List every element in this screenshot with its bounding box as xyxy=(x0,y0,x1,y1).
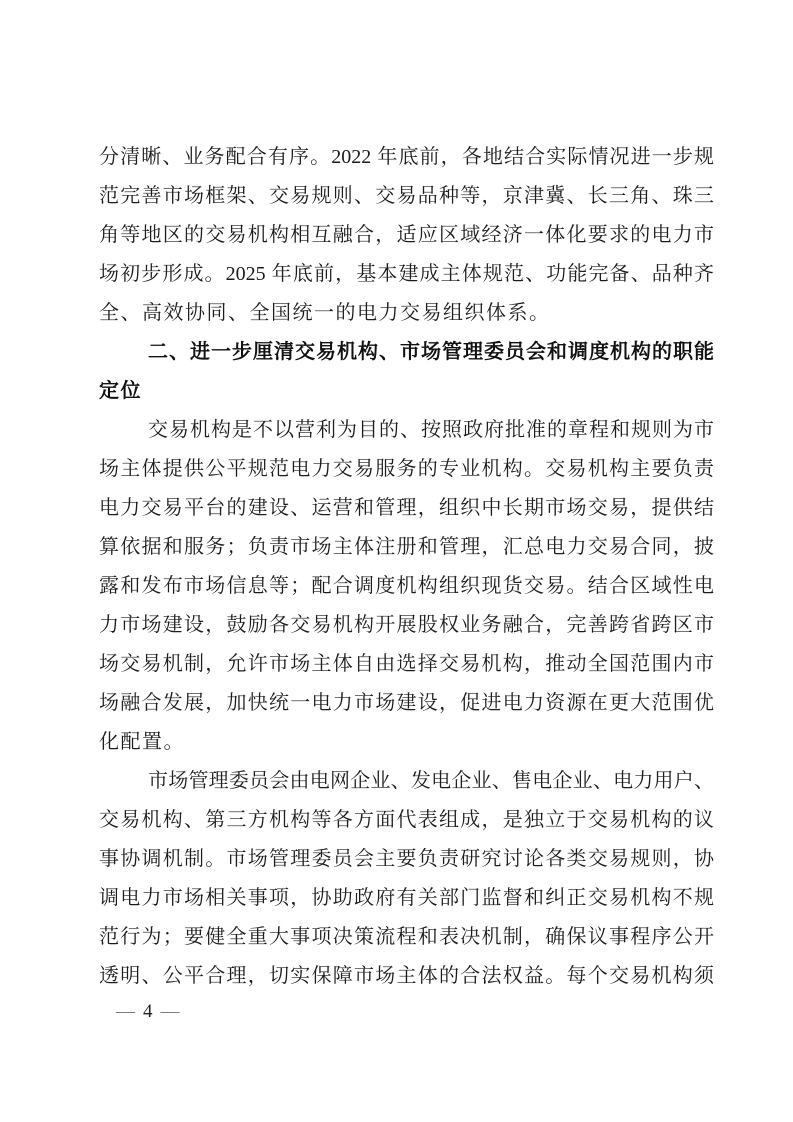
section-heading-line: 二、进一步厘清交易机构、市场管理委员会和调度机构的职能 xyxy=(148,341,714,363)
body-line: 力市场建设，鼓励各交易机构开展股权业务融合，完善跨省跨区市 xyxy=(99,614,714,636)
body-line: 市场管理委员会由电网企业、发电企业、售电企业、电力用户、 xyxy=(148,770,714,792)
document-body xyxy=(99,138,714,996)
page-footer xyxy=(116,1000,182,1024)
footer-dash-right: — xyxy=(160,1001,182,1022)
body-line: 全、高效协同、全国统一的电力交易组织体系。 xyxy=(99,302,551,324)
body-line: 事协调机制。市场管理委员会主要负责研究讨论各类交易规则，协 xyxy=(99,848,714,870)
footer-dash-left: — xyxy=(116,1001,137,1022)
body-line: 交易机构是不以营利为目的、按照政府批准的章程和规则为市 xyxy=(148,419,714,441)
body-line: 透明、公平合理，切实保障市场主体的合法权益。每个交易机构须 xyxy=(99,965,714,987)
body-line: 场融合发展，加快统一电力市场建设，促进电力资源在更大范围优 xyxy=(99,692,714,714)
body-line: 范完善市场框架、交易规则、交易品种等，京津冀、长三角、珠三 xyxy=(99,185,714,207)
body-line: 算依据和服务；负责市场主体注册和管理，汇总电力交易合同，披 xyxy=(99,536,714,558)
body-line: 角等地区的交易机构相互融合，适应区域经济一体化要求的电力市 xyxy=(99,224,714,246)
body-line: 化配置。 xyxy=(99,731,185,753)
page-number: 4 xyxy=(143,1001,155,1022)
body-line: 交易机构、第三方机构等各方面代表组成，是独立于交易机构的议 xyxy=(99,809,714,831)
body-line: 场主体提供公平规范电力交易服务的专业机构。交易机构主要负责 xyxy=(99,458,714,480)
body-line: 场初步形成。2025 年底前，基本建成主体规范、功能完备、品种齐 xyxy=(99,263,714,285)
section-heading-line: 定位 xyxy=(99,380,142,402)
body-line: 露和发布市场信息等；配合调度机构组织现货交易。结合区域性电 xyxy=(99,575,714,597)
body-line: 范行为；要健全重大事项决策流程和表决机制，确保议事程序公开 xyxy=(99,926,714,948)
body-line: 分清晰、业务配合有序。2022 年底前，各地结合实际情况进一步规 xyxy=(99,146,714,168)
body-line: 场交易机制，允许市场主体自由选择交易机构，推动全国范围内市 xyxy=(99,653,714,675)
body-line: 电力交易平台的建设、运营和管理，组织中长期市场交易，提供结 xyxy=(99,497,714,519)
body-line: 调电力市场相关事项，协助政府有关部门监督和纠正交易机构不规 xyxy=(99,887,714,909)
